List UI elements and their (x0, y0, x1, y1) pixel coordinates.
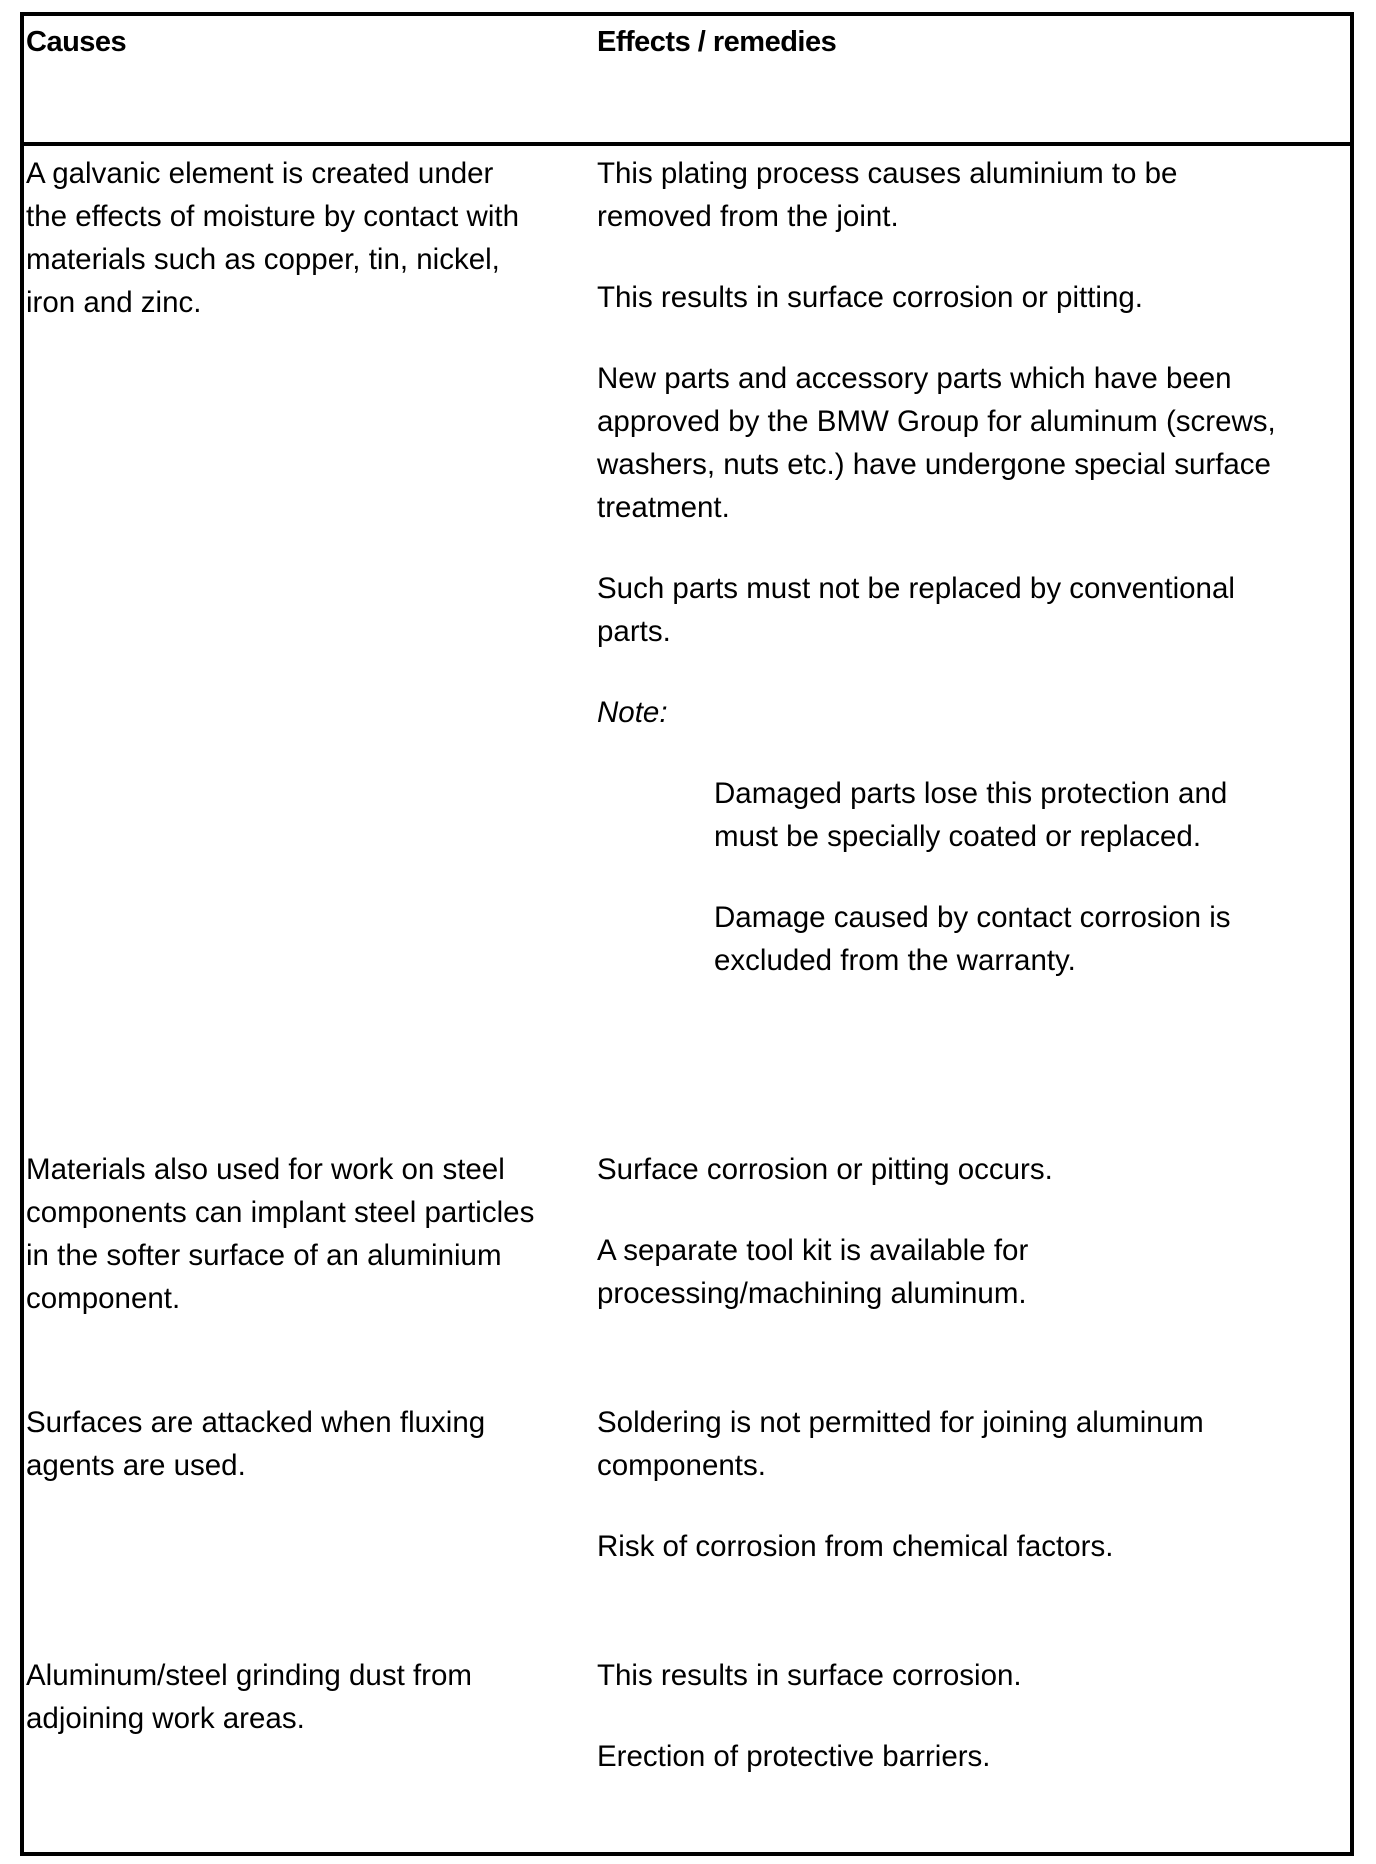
header-causes: Causes (26, 26, 127, 58)
cause-text: Aluminum/steel grinding dust from (26, 1659, 472, 1692)
cause-text: A galvanic element is created under (26, 157, 494, 190)
note-text: Damage caused by contact corrosion is (714, 901, 1231, 934)
note-label: Note: (597, 696, 668, 729)
cause-text: in the softer surface of an aluminium (26, 1239, 502, 1272)
note-text: must be specially coated or replaced. (714, 820, 1202, 853)
cause-text: agents are used. (26, 1449, 246, 1482)
effect-text: removed from the joint. (597, 200, 899, 233)
note-text: Damaged parts lose this protection and (714, 777, 1228, 810)
effect-text: New parts and accessory parts which have been (597, 362, 1232, 395)
effect-text: approved by the BMW Group for aluminum (screws, (597, 405, 1276, 438)
effect-text: parts. (597, 615, 671, 648)
effect-text: A separate tool kit is available for (597, 1234, 1029, 1267)
cause-text: component. (26, 1282, 181, 1315)
effect-text: Erection of protective barriers. (597, 1740, 991, 1773)
effect-text: This results in surface corrosion or pitting. (597, 281, 1143, 314)
effect-text: treatment. (597, 491, 730, 524)
cause-text: iron and zinc. (26, 286, 202, 319)
cause-text: materials such as copper, tin, nickel, (26, 243, 500, 276)
effect-text: washers, nuts etc.) have undergone special surface (597, 448, 1271, 481)
header-divider (20, 142, 1354, 146)
cause-text: the effects of moisture by contact with (26, 200, 520, 233)
note-text: excluded from the warranty. (714, 944, 1076, 977)
effect-text: Risk of corrosion from chemical factors. (597, 1530, 1114, 1563)
cause-text: components can implant steel particles (26, 1196, 535, 1229)
effect-text: Soldering is not permitted for joining aluminum (597, 1406, 1204, 1439)
cause-text: Materials also used for work on steel (26, 1153, 505, 1186)
effect-text: processing/machining aluminum. (597, 1277, 1027, 1310)
cause-text: Surfaces are attacked when fluxing (26, 1406, 486, 1439)
effect-text: components. (597, 1449, 766, 1482)
effect-text: Such parts must not be replaced by conventional (597, 572, 1235, 605)
effect-text: This results in surface corrosion. (597, 1659, 1022, 1692)
cause-text: adjoining work areas. (26, 1702, 305, 1735)
effect-text: Surface corrosion or pitting occurs. (597, 1153, 1053, 1186)
header-effects: Effects / remedies (597, 26, 837, 58)
effect-text: This plating process causes aluminium to be (597, 157, 1178, 190)
